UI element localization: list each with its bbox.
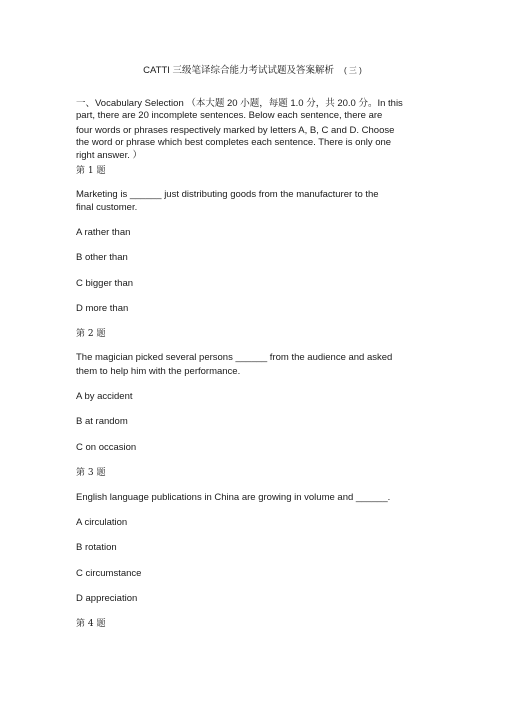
question-stem: The magician picked several persons ______ from the audience and asked	[76, 352, 393, 363]
title-suffix: ( 三 )	[344, 66, 362, 75]
answer-option: A by accident	[76, 391, 133, 402]
answer-option: D appreciation	[76, 593, 138, 604]
question-stem: final customer.	[76, 202, 138, 213]
question-label: 第 1 题	[76, 166, 106, 176]
section-instructions-line: part, there are 20 incomplete sentences. Below each sentence, there are	[76, 110, 383, 121]
answer-option: B at random	[76, 416, 128, 427]
answer-option: A rather than	[76, 227, 131, 238]
answer-option: C on occasion	[76, 442, 137, 453]
answer-option: B other than	[76, 252, 128, 263]
question-stem: English language publications in China are growing in volume and ______.	[76, 492, 391, 503]
answer-option: A circulation	[76, 517, 128, 528]
question-stem: them to help him with the performance.	[76, 366, 241, 377]
section-instructions-line: four words or phrases respectively marked by letters A, B, C and D. Choose	[76, 125, 395, 136]
answer-option: C bigger than	[76, 278, 134, 289]
title-main: CATTI 三级笔译综合能力考试试题及答案解析	[143, 65, 335, 76]
question-label: 第 3 题	[76, 468, 106, 478]
question-label: 第 4 题	[76, 619, 106, 629]
document-title	[0, 62, 505, 76]
question-stem: Marketing is ______ just distributing goods from the manufacturer to the	[76, 189, 379, 200]
question-label: 第 2 题	[76, 329, 106, 339]
section-instructions-line: the word or phrase which best completes each sentence. There is only one	[76, 137, 392, 148]
section-heading: 一、Vocabulary Selection （本大题 20 小题，每题 1.0 分，共 20.0 分。In this	[76, 98, 403, 109]
answer-option: C circumstance	[76, 568, 142, 579]
section-instructions-line: right answer. ）	[76, 150, 142, 161]
answer-option: B rotation	[76, 542, 117, 553]
answer-option: D more than	[76, 303, 129, 314]
